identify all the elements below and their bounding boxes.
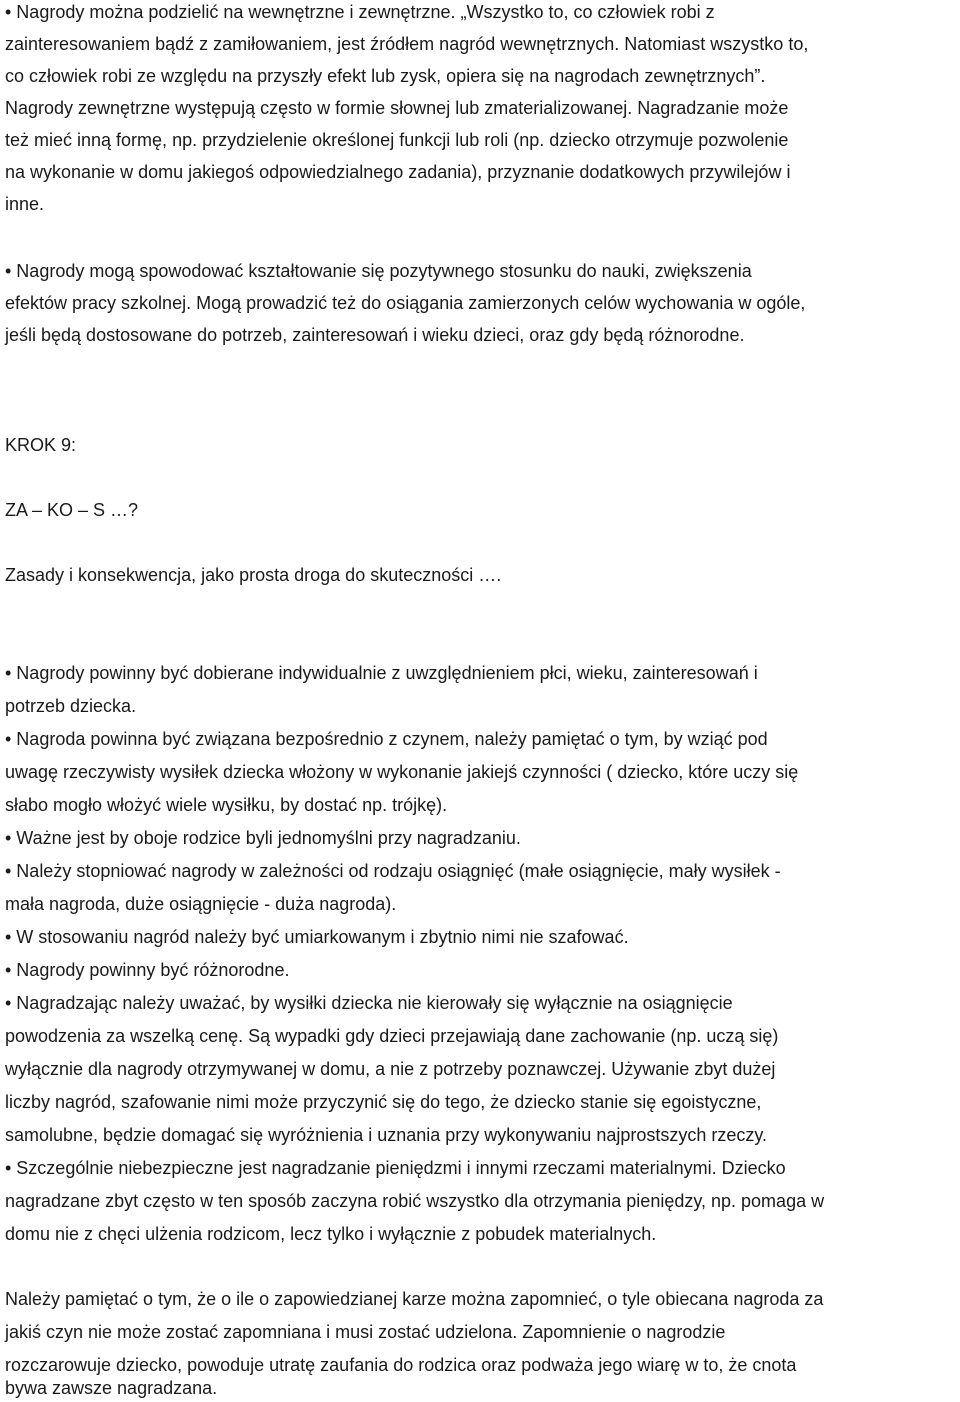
text-line: zainteresowaniem bądź z zamiłowaniem, jest źródłem nagród wewnętrznych. Natomiast wszystko to,: [5, 34, 809, 54]
text-line: na wykonanie w domu jakiegoś odpowiedzialnego zadania), przyznanie dodatkowych przywilejów i: [5, 162, 791, 182]
list-item: liczby nagród, szafowanie nimi może przyczynić się do tego, że dziecko stanie się egoistyczne,: [5, 1092, 762, 1112]
list-item: samolubne, będzie domagać się wyróżnienia i uznania przy wykonywaniu najprostszych rzeczy.: [5, 1125, 768, 1145]
list-item: uwagę rzeczywisty wysiłek dziecka włożony w wykonanie jakiejś czynności ( dziecko, które uczy się: [5, 762, 799, 782]
list-item: • Ważne jest by oboje rodzice byli jednomyślni przy nagradzaniu.: [5, 828, 521, 848]
text-line: Należy pamiętać o tym, że o ile o zapowiedzianej karze można zapomnieć, o tyle obiecana nagroda za: [5, 1289, 824, 1309]
list-item: potrzeb dziecka.: [5, 696, 137, 716]
text-line: bywa zawsze nagradzana.: [5, 1378, 218, 1398]
list-item: • W stosowaniu nagród należy być umiarkowanym i zbytnio nimi nie szafować.: [5, 927, 629, 947]
list-item: • Szczególnie niebezpieczne jest nagradzanie pieniędzmi i innymi rzeczami materialnymi. Dziecko: [5, 1158, 786, 1178]
text-line: też mieć inną formę, np. przydzielenie określonej funkcji lub roli (np. dziecko otrzymuje pozwolenie: [5, 130, 789, 150]
list-item: mała nagroda, duże osiągnięcie - duża nagroda).: [5, 894, 397, 914]
text-line: efektów pracy szkolnej. Mogą prowadzić też do osiągania zamierzonych celów wychowania w ogóle,: [5, 293, 806, 313]
text-line: inne.: [5, 194, 45, 214]
text-line: • Nagrody można podzielić na wewnętrzne i zewnętrzne. „Wszystko to, co człowiek robi z: [5, 2, 715, 22]
list-item: domu nie z chęci ulżenia rodzicom, lecz tylko i wyłącznie z pobudek materialnych.: [5, 1224, 657, 1244]
list-item: • Nagroda powinna być związana bezpośrednio z czynem, należy pamiętać o tym, by wziąć pod: [5, 729, 768, 749]
section-subtitle: Zasady i konsekwencja, jako prosta droga do skuteczności ….: [5, 565, 502, 585]
text-line: co człowiek robi ze względu na przyszły efekt lub zysk, opiera się na nagrodach zewnętrznych”.: [5, 66, 766, 86]
list-item: • Nagradzając należy uważać, by wysiłki dziecka nie kierowały się wyłącznie na osiągnięcie: [5, 993, 733, 1013]
list-item: wyłącznie dla nagrody otrzymywanej w domu, a nie z potrzeby poznawczej. Używanie zbyt dużej: [5, 1059, 776, 1079]
list-item: • Należy stopniować nagrody w zależności od rodzaju osiągnięć (małe osiągnięcie, mały wysiłek -: [5, 861, 781, 881]
list-item: powodzenia za wszelką cenę. Są wypadki gdy dzieci przejawiają dane zachowanie (np. uczą się): [5, 1026, 779, 1046]
list-item: słabo mogło włożyć wiele wysiłku, by dostać np. trójkę).: [5, 795, 448, 815]
acronym-heading: ZA – KO – S …?: [5, 500, 139, 520]
step-label: KROK 9:: [5, 435, 77, 455]
list-item: • Nagrody powinny być dobierane indywidualnie z uwzględnieniem płci, wieku, zainteresowań i: [5, 663, 758, 683]
text-line: rozczarowuje dziecko, powoduje utratę zaufania do rodzica oraz podważa jego wiarę w to, że cnota: [5, 1355, 797, 1375]
list-item: • Nagrody powinny być różnorodne.: [5, 960, 290, 980]
text-line: • Nagrody mogą spowodować kształtowanie się pozytywnego stosunku do nauki, zwiększenia: [5, 261, 752, 281]
list-item: nagradzane zbyt często w ten sposób zaczyna robić wszystko dla otrzymania pieniędzy, np. pomaga w: [5, 1191, 825, 1211]
text-line: Nagrody zewnętrzne występują często w formie słownej lub zmaterializowanej. Nagradzanie może: [5, 98, 789, 118]
text-line: jeśli będą dostosowane do potrzeb, zainteresowań i wieku dzieci, oraz gdy będą różnorodne.: [5, 325, 745, 345]
text-line: jakiś czyn nie może zostać zapomniana i musi zostać udzielona. Zapomnienie o nagrodzie: [5, 1322, 726, 1342]
